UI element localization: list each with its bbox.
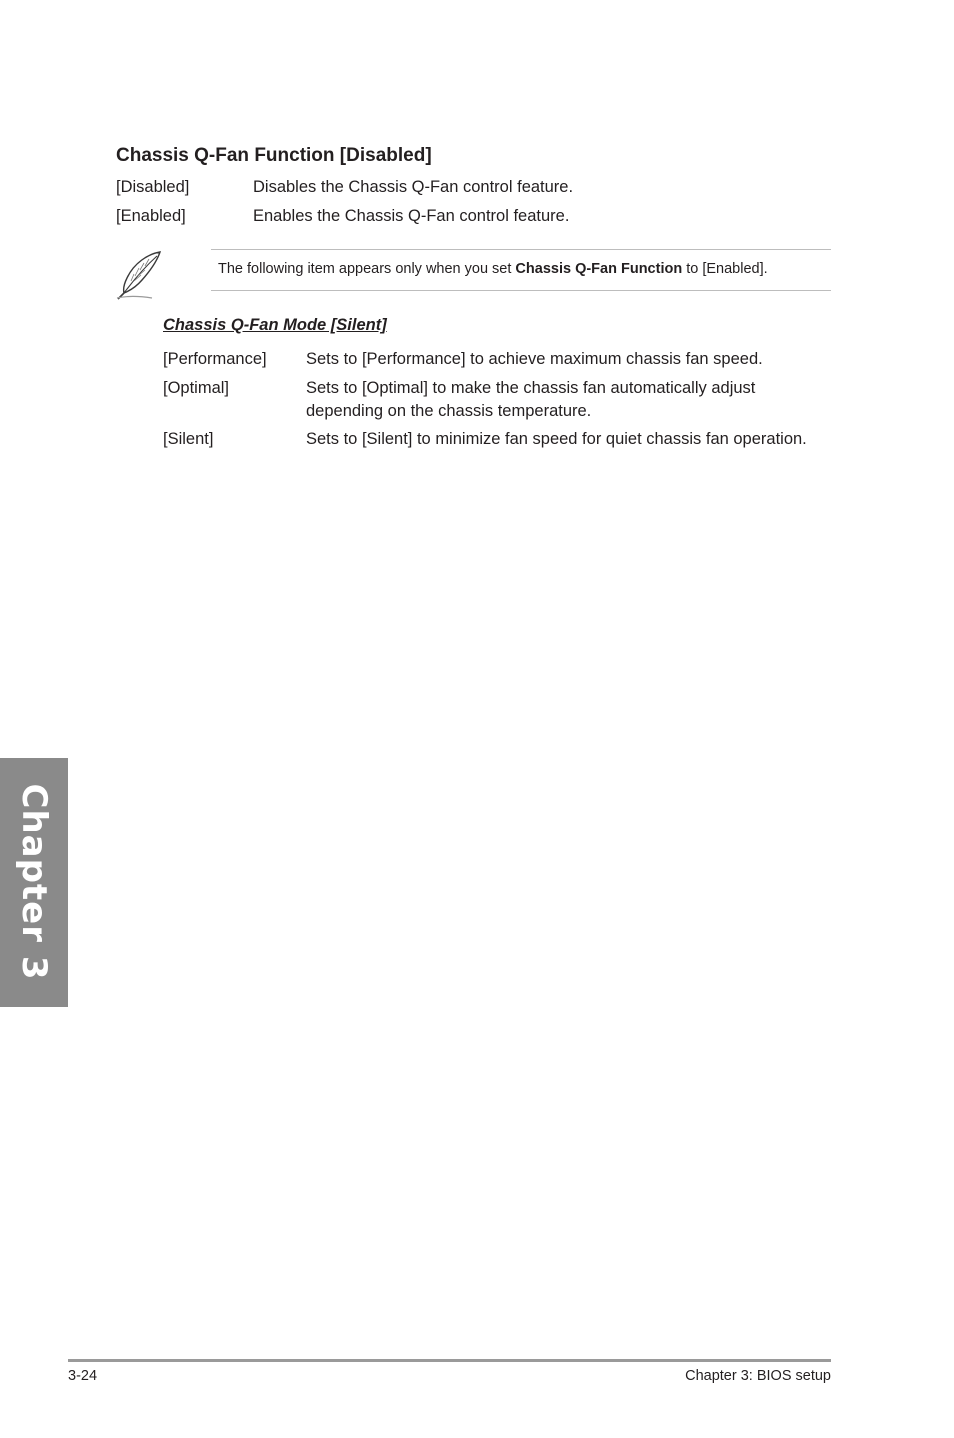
section-heading: Chassis Q-Fan Function [Disabled] xyxy=(116,145,432,166)
option-description: Sets to [Performance] to achieve maximum chassis fan speed. xyxy=(306,350,763,368)
option-row-enabled xyxy=(116,205,831,228)
chapter-side-tab xyxy=(0,758,68,1007)
option-key: [Disabled] xyxy=(116,178,190,196)
note-emphasis: Chassis Q-Fan Function xyxy=(515,261,683,277)
option-description: Disables the Chassis Q-Fan control feature. xyxy=(253,178,574,196)
option-description: Sets to [Silent] to minimize fan speed for quiet chassis fan operation. xyxy=(306,430,807,448)
footer-chapter-title: Chapter 3: BIOS setup xyxy=(685,1368,831,1384)
option-key: [Optimal] xyxy=(163,379,230,397)
note-box xyxy=(211,249,831,291)
note-suffix: to [Enabled]. xyxy=(682,261,768,277)
option-row-disabled xyxy=(116,176,831,199)
option-description: Enables the Chassis Q-Fan control feature. xyxy=(253,207,570,225)
option-key: [Enabled] xyxy=(116,207,186,225)
page-number: 3-24 xyxy=(68,1368,98,1384)
feather-quill-icon xyxy=(114,249,166,301)
option-description-continued: depending on the chassis temperature. xyxy=(306,402,592,420)
option-key: [Performance] xyxy=(163,350,267,368)
note-text xyxy=(218,261,768,277)
chapter-tab-label: Chapter 3 xyxy=(14,783,54,981)
option-key: [Silent] xyxy=(163,430,214,448)
mode-row-silent xyxy=(163,428,843,451)
note-prefix: The following item appears only when you set xyxy=(218,261,516,277)
footer-divider xyxy=(68,1359,831,1362)
option-description: Sets to [Optimal] to make the chassis fan automatically adjust xyxy=(306,379,756,397)
mode-row-performance xyxy=(163,348,843,371)
subsection-heading: Chassis Q-Fan Mode [Silent] xyxy=(163,316,387,334)
mode-row-optimal xyxy=(163,377,843,423)
